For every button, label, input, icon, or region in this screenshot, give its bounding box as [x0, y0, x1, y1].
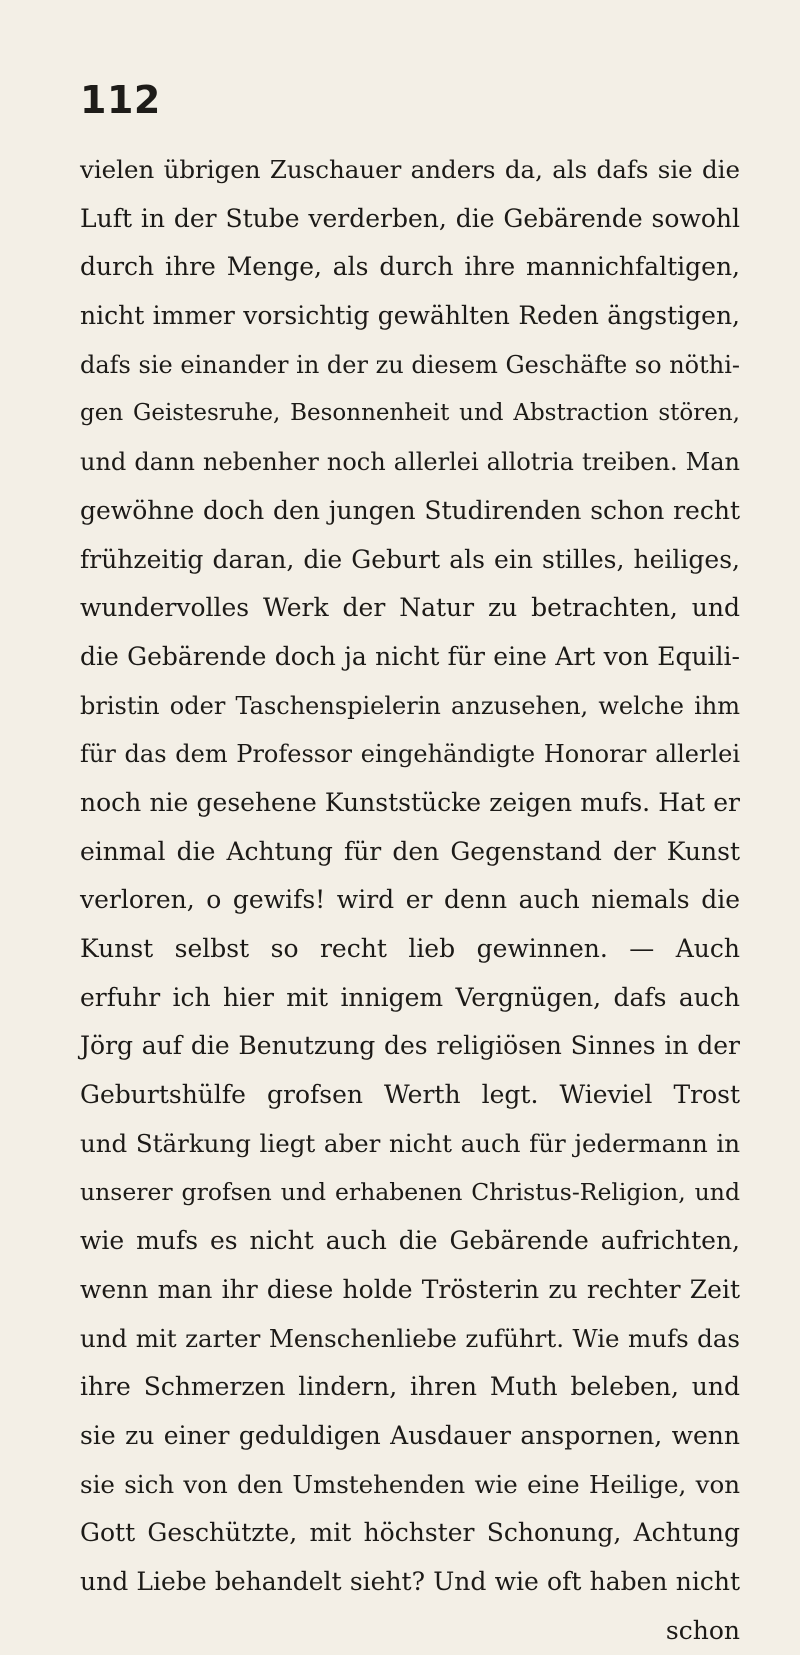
- text-line: Jörg auf die Benutzung des religiösen Sinnes in der: [80, 1031, 740, 1061]
- body-text: [80, 146, 740, 1655]
- text-line: vielen übrigen Zuschauer anders da, als dafs sie die: [80, 155, 740, 184]
- text-line: durch ihre Menge, als durch ihre mannichfaltigen,: [80, 252, 740, 282]
- text-line: wie mufs es nicht auch die Gebärende aufrichten,: [80, 1226, 740, 1256]
- text-line: und mit zarter Menschenliebe zuführt. Wie mufs das: [80, 1323, 740, 1353]
- text-line: Gott Geschützte, mit höchster Schonung, Achtung: [80, 1518, 740, 1548]
- text-line: wenn man ihr diese holde Trösterin zu rechter Zeit: [80, 1274, 740, 1304]
- text-line: und dann nebenher noch allerlei allotria treiben. Man: [80, 448, 740, 477]
- text-line: erfuhr ich hier mit innigem Vergnügen, dafs auch: [80, 982, 740, 1012]
- catchword: schon: [665, 1615, 740, 1645]
- text-line: frühzeitig daran, die Geburt als ein stilles, heiliges,: [80, 544, 740, 574]
- text-line: verloren, o gewifs! wird er denn auch niemals die: [80, 885, 740, 915]
- text-line: nicht immer vorsichtig gewählten Reden ängstigen,: [80, 301, 740, 331]
- text-line: gewöhne doch den jungen Studirenden schon recht: [80, 495, 740, 525]
- text-line: Geburtshülfe grofsen Werth legt. Wieviel Trost: [80, 1080, 740, 1110]
- text-line: die Gebärende doch ja nicht für eine Art von Equili-: [80, 641, 740, 671]
- text-line: für das dem Professor eingehändigte Honorar allerlei: [80, 740, 740, 769]
- text-line: wundervolles Werk der Natur zu betrachten, und: [80, 593, 740, 623]
- text-line: einmal die Achtung für den Gegenstand der Kunst: [80, 836, 740, 866]
- text-line: noch nie gesehene Kunststücke zeigen mufs. Hat er: [80, 787, 740, 817]
- text-line: sie zu einer geduldigen Ausdauer anspornen, wenn: [80, 1420, 740, 1450]
- text-line: Luft in der Stube verderben, die Gebärende sowohl: [80, 203, 740, 233]
- text-line: ihre Schmerzen lindern, ihren Muth beleben, und: [80, 1372, 740, 1402]
- text-line: und Stärkung liegt aber nicht auch für jedermann in: [80, 1128, 740, 1158]
- text-line: sie sich von den Umstehenden wie eine Heilige, von: [80, 1469, 740, 1499]
- text-line: gen Geistesruhe, Besonnenheit und Abstraction stören,: [80, 400, 740, 427]
- text-line: bristin oder Taschenspielerin anzusehen, welche ihm: [80, 691, 740, 720]
- text-line: und Liebe behandelt sieht? Und wie oft haben nicht: [80, 1566, 740, 1596]
- page-number: 112: [80, 78, 161, 122]
- text-line: dafs sie einander in der zu diesem Geschäfte so nöthi-: [80, 350, 740, 379]
- text-line: Kunst selbst so recht lieb gewinnen. — Auch: [80, 934, 740, 963]
- text-line: unserer grofsen und erhabenen Christus-Religion, und: [80, 1178, 740, 1207]
